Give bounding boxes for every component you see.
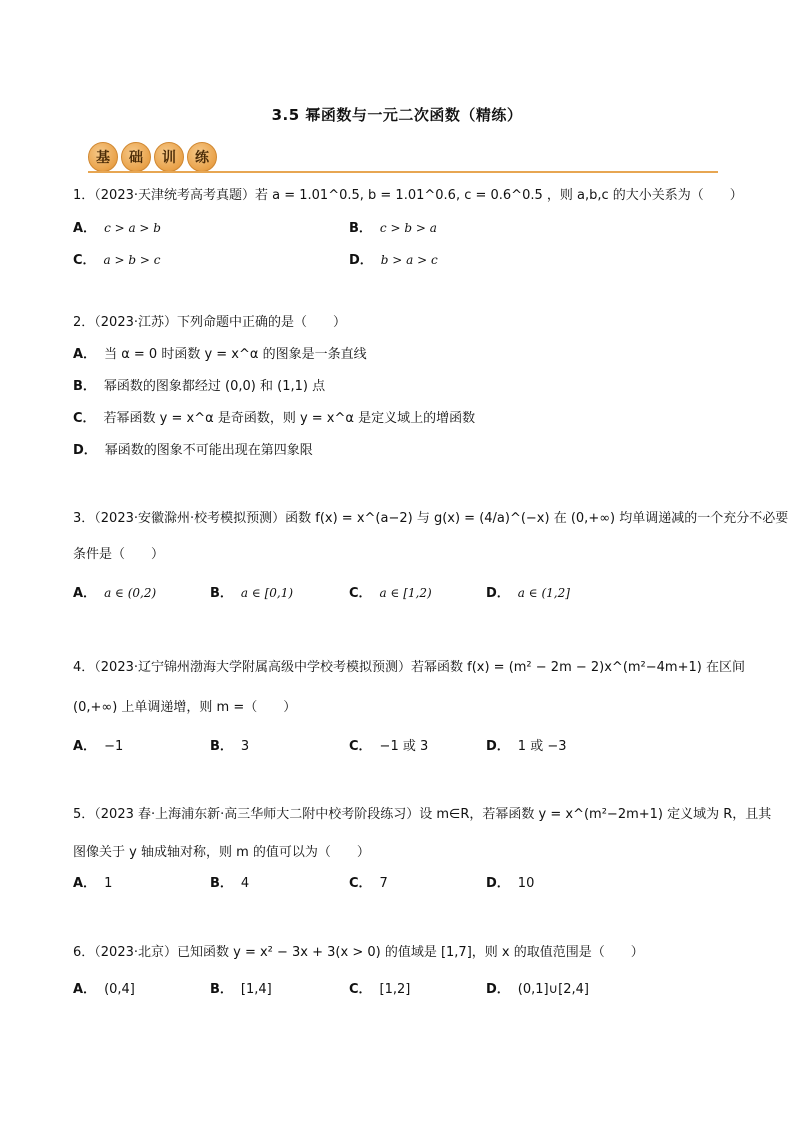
option-label: C．: [349, 982, 372, 997]
question-2-option-b: [73, 377, 325, 397]
option-text: 幂函数的图象不可能出现在第四象限: [104, 443, 313, 458]
option-label: D．: [486, 876, 510, 891]
option-text: (0,1]∪[2,4]: [517, 982, 589, 997]
section-divider: [88, 171, 718, 173]
question-4-option-c: [349, 737, 428, 757]
question-5-option-a: [73, 874, 112, 894]
option-text: a ∈ [1,2): [379, 586, 432, 600]
banner-char: 础: [121, 142, 151, 172]
option-text: 当 α = 0 时函数 y = x^α 的图象是一条直线: [104, 347, 367, 362]
question-4-option-d: [486, 737, 567, 757]
option-text: 幂函数的图象都经过 (0,0) 和 (1,1) 点: [103, 379, 326, 394]
option-text: [1,4]: [240, 982, 272, 997]
option-text: c > a > b: [104, 221, 161, 235]
option-label: B．: [210, 982, 233, 997]
option-text: a > b > c: [103, 253, 161, 267]
question-1-stem: 1．（2023·天津统考高考真题）若 a = 1.01^0.5, b = 1.01^0.6, c = 0.6^0.5 ，则 a,b,c 的大小关系为（ ）: [73, 188, 743, 203]
option-label: C．: [73, 253, 96, 268]
question-2-option-a: [73, 345, 367, 365]
option-label: A．: [73, 347, 97, 362]
question-5-option-b: [210, 874, 249, 894]
option-text: a ∈ (1,2]: [517, 586, 570, 600]
option-text: 1 或 −3: [517, 739, 567, 754]
question-4-stem: 4．（2023·辽宁锦州渤海大学附属高级中学校考模拟预测）若幂函数 f(x) = (m² − 2m − 2)x^(m²−4m+1) 在区间: [73, 660, 745, 675]
option-text: −1 或 3: [379, 739, 429, 754]
question-2-stem: 2．（2023·江苏）下列命题中正确的是（ ）: [73, 315, 346, 330]
option-label: B．: [210, 876, 233, 891]
question-3-option-c: [349, 583, 432, 604]
question-3-option-a: [73, 583, 156, 604]
option-label: D．: [486, 739, 510, 754]
question-6-option-d: [486, 980, 589, 1000]
question-3-stem: 3．（2023·安徽滁州·校考模拟预测）函数 f(x) = x^(a−2) 与 g(x) = (4/a)^(−x) 在 (0,+∞) 均单调递减的一个充分不必要: [73, 511, 789, 526]
banner-char: 训: [154, 142, 184, 172]
question-5-stem: 5．（2023 春·上海浦东新·高三华师大二附中校考阶段练习）设 m∈R，若幂函数 y = x^(m²−2m+1) 定义域为 R，且其: [73, 807, 772, 822]
option-label: B．: [73, 379, 96, 394]
question-6-option-c: [349, 980, 410, 1000]
banner-char: 基: [88, 142, 118, 172]
option-label: A．: [73, 221, 97, 236]
option-label: D．: [349, 253, 373, 268]
question-6-option-b: [210, 980, 272, 1000]
option-label: B．: [349, 221, 372, 236]
question-2-option-c: [73, 409, 475, 429]
option-label: C．: [73, 411, 96, 426]
question-5-stem-cont: 图像关于 y 轴成轴对称，则 m 的值可以为（ ）: [73, 845, 370, 860]
question-5-option-d: [486, 874, 534, 894]
option-label: B．: [210, 739, 233, 754]
option-label: D．: [73, 443, 97, 458]
option-text: b > a > c: [380, 253, 438, 267]
option-text: 3: [240, 739, 250, 754]
question-6-stem: 6．（2023·北京）已知函数 y = x² − 3x + 3(x > 0) 的值域是 [1,7]，则 x 的取值范围是（ ）: [73, 945, 644, 960]
question-6-option-a: [73, 980, 135, 1000]
question-5-option-c: [349, 874, 388, 894]
question-3-option-d: [486, 583, 570, 604]
option-label: C．: [349, 586, 372, 601]
question-1-option-a: [73, 218, 161, 239]
option-label: A．: [73, 982, 97, 997]
question-4-option-b: [210, 737, 249, 757]
question-1-option-d: [349, 250, 438, 271]
option-text: a ∈ (0,2): [104, 586, 157, 600]
option-text: −1: [104, 739, 124, 754]
question-3-stem-cont: 条件是（ ）: [73, 547, 165, 562]
option-label: A．: [73, 739, 97, 754]
question-1-option-c: [73, 250, 160, 271]
option-text: 1: [104, 876, 113, 891]
question-4-option-a: [73, 737, 123, 757]
option-text: 若幂函数 y = x^α 是奇函数，则 y = x^α 是定义域上的增函数: [103, 411, 476, 426]
page-title: 3.5 幂函数与一元二次函数（精练）: [271, 106, 523, 124]
option-label: B．: [210, 586, 233, 601]
question-1-option-b: [349, 218, 437, 239]
option-label: D．: [486, 586, 510, 601]
option-text: c > b > a: [379, 221, 437, 235]
option-text: a ∈ [0,1): [240, 586, 294, 600]
option-text: [1,2]: [379, 982, 411, 997]
banner-char: 练: [187, 142, 217, 172]
option-text: 4: [240, 876, 250, 891]
option-text: 10: [517, 876, 535, 891]
section-banner: [88, 142, 220, 172]
option-text: 7: [379, 876, 388, 891]
question-4-stem-cont: (0,+∞) 上单调递增，则 m =（ ）: [73, 700, 297, 715]
option-label: D．: [486, 982, 510, 997]
option-label: C．: [349, 876, 372, 891]
option-label: A．: [73, 876, 97, 891]
question-3-option-b: [210, 583, 293, 604]
option-label: A．: [73, 586, 97, 601]
option-text: (0,4]: [104, 982, 135, 997]
option-label: C．: [349, 739, 372, 754]
question-2-option-d: [73, 441, 313, 461]
